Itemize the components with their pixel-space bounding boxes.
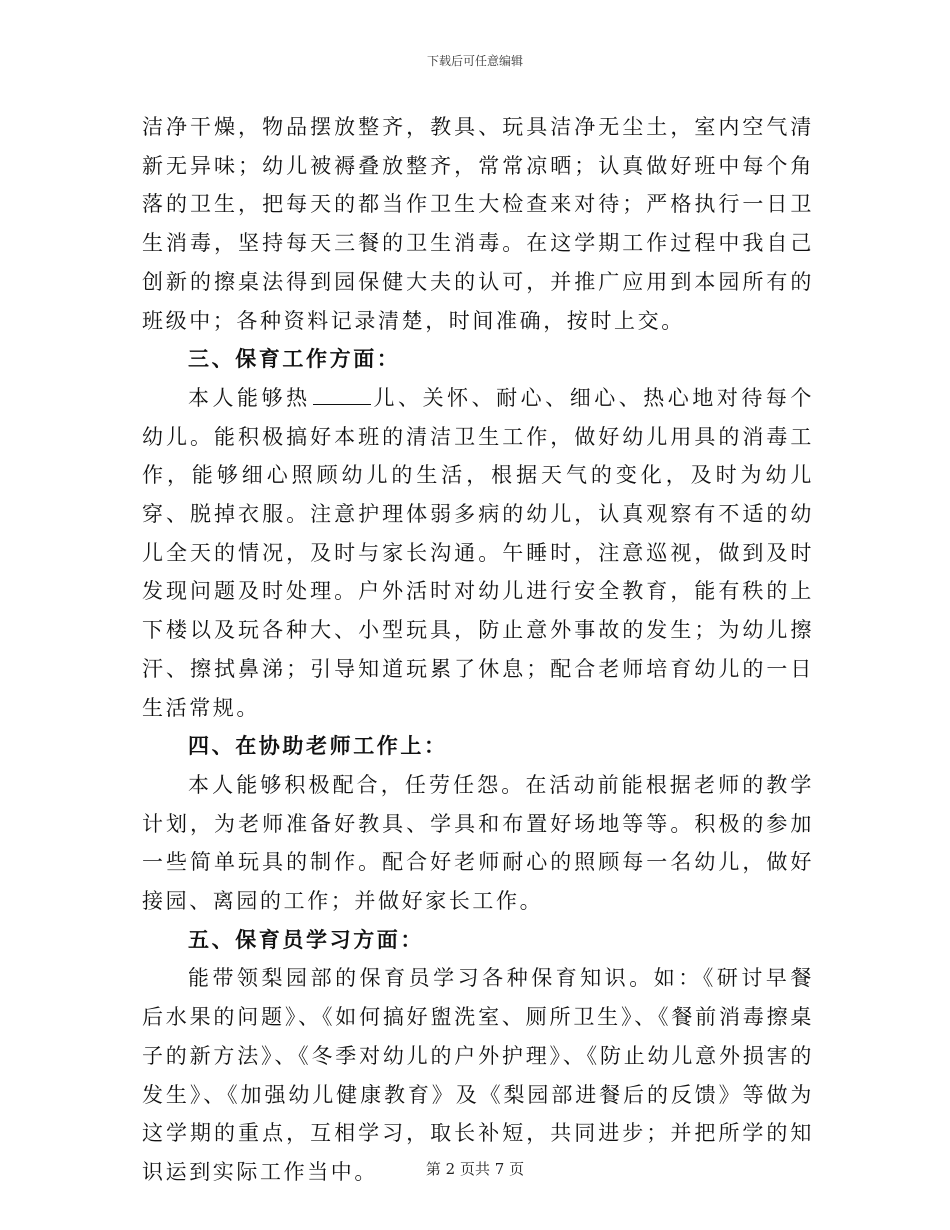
- section-heading-3: 三、保育工作方面：: [188, 346, 401, 372]
- paragraph-section-3: [142, 379, 814, 727]
- section-heading-4: 四、在协助老师工作上：: [188, 733, 448, 759]
- paragraph-section-3-start: 本人能够热: [188, 385, 311, 410]
- paragraph-section-5: 能带领梨园部的保育员学习各种保育知识。如：《研讨早餐后水果的问题》、《如何搞好盥洗室、厕所卫生》、《餐前消毒擦桌子的新方法》、《冬季对幼儿的户外护理》、《防止幼儿意外损害的发生》、《加强幼儿健康教育》及《梨园部进餐后的反馈》等做为这学期的重点，互相学习，取长补短，共同进步；并把所学的知识运到实际工作当中。: [142, 966, 814, 1184]
- section-heading-5: 五、保育员学习方面：: [188, 926, 424, 952]
- paragraph-intro: 洁净干燥，物品摆放整齐，教具、玩具洁净无尘土，室内空气清新无异味；幼儿被褥叠放整齐，常常凉晒；认真做好班中每个角落的卫生，把每天的都当作卫生大检查来对待；严格执行一日卫生消毒，坚持每天三餐的卫生消毒。在这学期工作过程中我自己创新的擦桌法得到园保健大夫的认可，并推广应用到本园所有的班级中；各种资料记录清楚，时间准确，按时上交。: [142, 115, 814, 333]
- page-number: 第 2 页共 7 页: [425, 1160, 525, 1178]
- fill-in-blank: [313, 382, 371, 405]
- paragraph-section-4: 本人能够积极配合，任劳任怨。在活动前能根据老师的教学计划，为老师准备好教具、学具和布置好场地等等。积极的参加一些简单玩具的制作。配合好老师耐心的照顾每一名幼儿，做好接园、离园的工作；并做好家长工作。: [142, 772, 814, 914]
- paragraph-section-3-rest: 儿、关怀、耐心、细心、热心地对待每个幼儿。能积极搞好本班的清洁卫生工作，做好幼儿用具的消毒工作，能够细心照顾幼儿的生活，根据天气的变化，及时为幼儿穿、脱掉衣服。注意护理体弱多病的幼儿，认真观察有不适的幼儿全天的情况，及时与家长沟通。午睡时，注意巡视，做到及时发现问题及时处理。户外活时对幼儿进行安全教育，能有秩的上下楼以及玩各种大、小型玩具，防止意外事故的发生；为幼儿擦汗、擦拭鼻涕；引导知道玩累了休息；配合老师培育幼儿的一日生活常规。: [142, 385, 814, 720]
- document-body: [142, 108, 814, 1192]
- page-header: 下载后可任意编辑: [426, 54, 523, 68]
